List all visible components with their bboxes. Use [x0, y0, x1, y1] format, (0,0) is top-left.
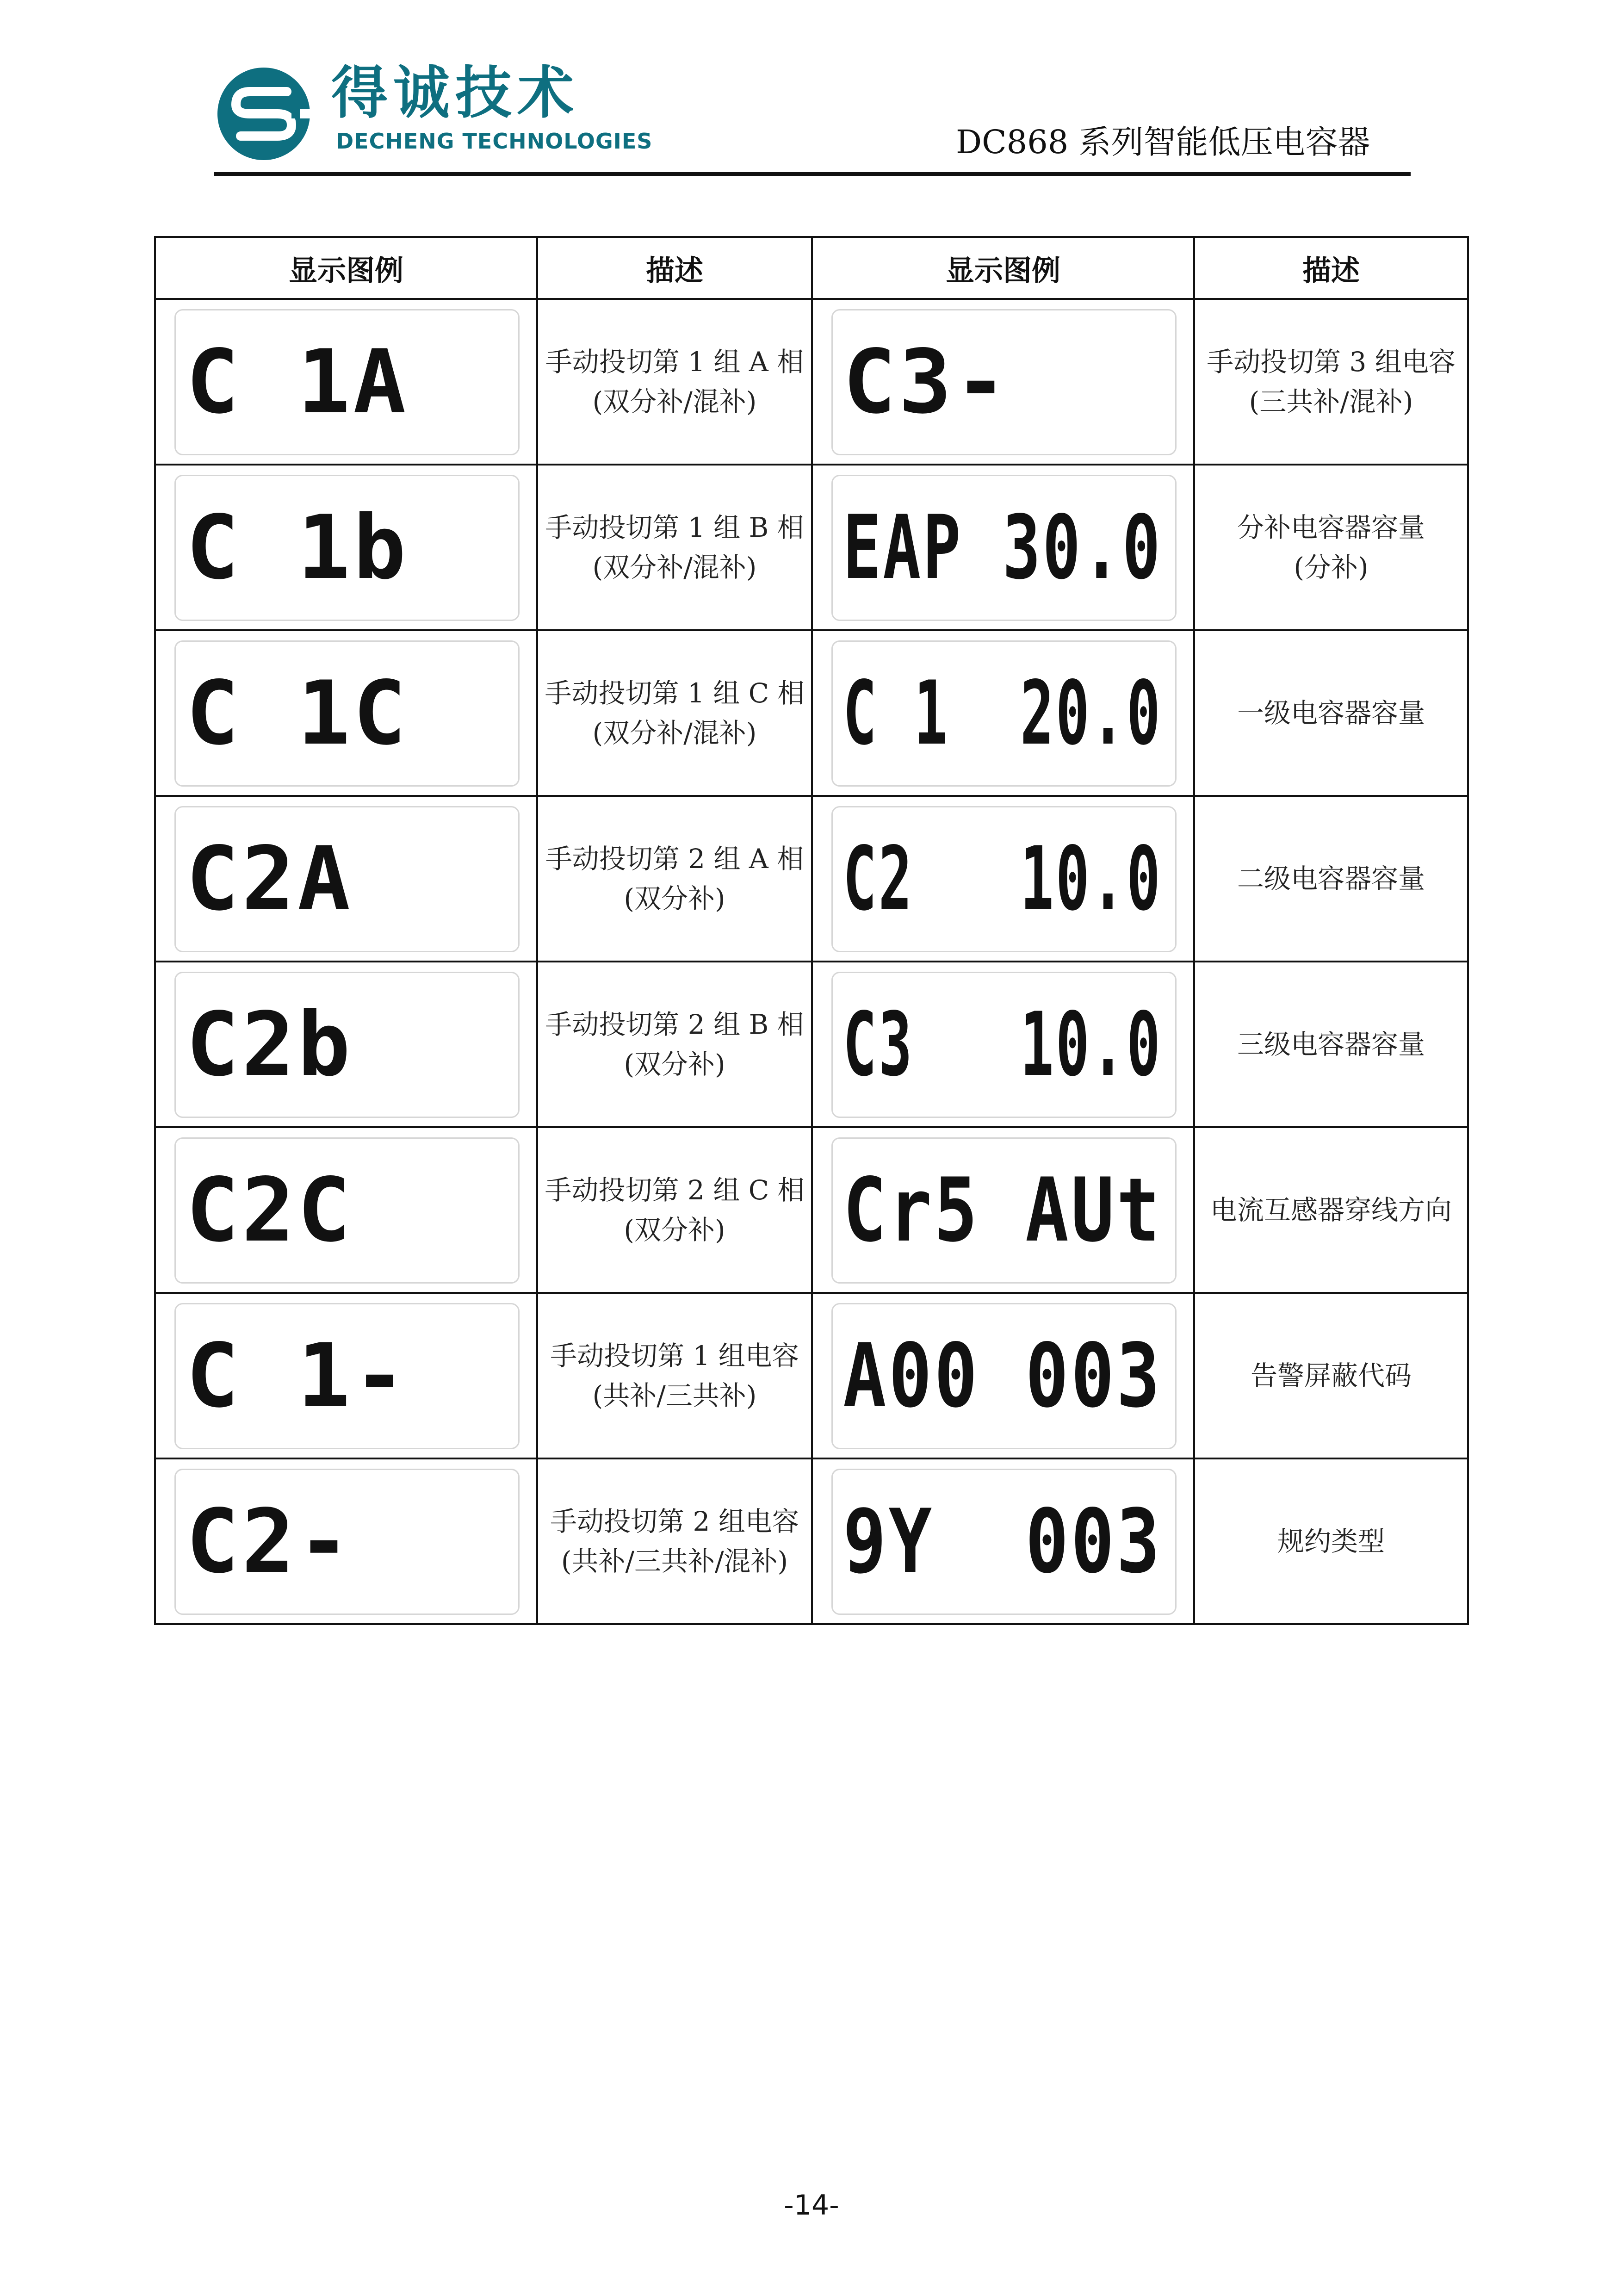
- right-description: [1194, 796, 1468, 962]
- right-display-cell: [812, 1127, 1194, 1293]
- lcd-display: [174, 640, 520, 787]
- lcd-readout: C2 10.0: [843, 828, 1162, 930]
- lcd-readout: C3-: [843, 331, 1010, 433]
- header-desc-right: 描述: [1194, 237, 1468, 299]
- description-line: (双分补): [624, 883, 725, 914]
- right-description: [1194, 1458, 1468, 1624]
- lcd-display: [174, 309, 520, 455]
- right-description: [1194, 630, 1468, 796]
- lcd-readout: C3 10.0: [843, 993, 1162, 1096]
- left-description: [537, 465, 812, 630]
- left-display-cell: [155, 796, 537, 962]
- header-display-left: 显示图例: [155, 237, 537, 299]
- lcd-display: [831, 475, 1177, 621]
- table-row: [155, 299, 1468, 465]
- lcd-readout: A00 003: [843, 1325, 1162, 1427]
- lcd-display: [831, 1469, 1177, 1615]
- table-row: [155, 1293, 1468, 1458]
- description-line: (双分补/混补): [592, 552, 757, 583]
- right-display-cell: [812, 962, 1194, 1127]
- page-number: -14-: [784, 2189, 839, 2222]
- header-desc-left: 描述: [537, 237, 812, 299]
- lcd-readout: C 1-: [186, 1325, 409, 1427]
- table-row: [155, 1127, 1468, 1293]
- left-description: [537, 630, 812, 796]
- lcd-readout: C 1b: [186, 496, 409, 599]
- left-display-cell: [155, 465, 537, 630]
- left-display-cell: [155, 1458, 537, 1624]
- table-row: [155, 1458, 1468, 1624]
- description-line: (共补/三共补/混补): [561, 1545, 788, 1577]
- lcd-display: [831, 806, 1177, 952]
- description-line: (分补): [1294, 552, 1369, 583]
- table-header-row: [155, 237, 1468, 299]
- right-display-cell: [812, 299, 1194, 465]
- description-line: 手动投切第 2 组 B 相: [545, 1009, 804, 1040]
- description-line: 分补电容器容量: [1237, 512, 1425, 543]
- description-line: (共补/三共补): [592, 1380, 757, 1411]
- lcd-readout: C2A: [186, 828, 353, 930]
- lcd-display: [831, 972, 1177, 1118]
- left-description: [537, 299, 812, 465]
- description-line: 二级电容器容量: [1237, 863, 1425, 894]
- description-line: 手动投切第 1 组 C 相: [545, 677, 805, 709]
- left-display-cell: [155, 1127, 537, 1293]
- lcd-display: [174, 1469, 520, 1615]
- right-description: [1194, 465, 1468, 630]
- description-line: (双分补/混补): [592, 717, 757, 749]
- lcd-readout: C 1C: [186, 662, 409, 764]
- description-line: 手动投切第 2 组 C 相: [545, 1174, 805, 1206]
- left-description: [537, 796, 812, 962]
- description-line: 电流互感器穿线方向: [1210, 1194, 1452, 1226]
- lcd-display: [831, 640, 1177, 787]
- lcd-readout: C 1A: [186, 331, 409, 433]
- lcd-readout: Cr5 AUt: [843, 1159, 1162, 1261]
- description-line: 手动投切第 1 组 A 相: [545, 346, 804, 378]
- right-display-cell: [812, 465, 1194, 630]
- right-display-cell: [812, 630, 1194, 796]
- left-display-cell: [155, 299, 537, 465]
- description-line: 手动投切第 1 组 B 相: [545, 512, 804, 543]
- right-description: [1194, 1127, 1468, 1293]
- left-description: [537, 962, 812, 1127]
- left-display-cell: [155, 630, 537, 796]
- right-description: [1194, 962, 1468, 1127]
- document-title: DC868 系列智能低压电容器: [956, 123, 1370, 161]
- right-description: [1194, 1293, 1468, 1458]
- display-legend-table: [154, 236, 1469, 1625]
- lcd-display: [831, 1137, 1177, 1284]
- lcd-display: [174, 806, 520, 952]
- description-line: 手动投切第 2 组电容: [550, 1506, 799, 1537]
- description-line: 一级电容器容量: [1237, 697, 1425, 729]
- lcd-display: [174, 1303, 520, 1449]
- description-line: 三级电容器容量: [1237, 1029, 1425, 1060]
- right-description: [1194, 299, 1468, 465]
- table-row: [155, 630, 1468, 796]
- right-display-cell: [812, 1293, 1194, 1458]
- lcd-readout: 9Y 003: [843, 1490, 1162, 1593]
- description-line: (双分补): [624, 1214, 725, 1246]
- table-row: [155, 465, 1468, 630]
- description-line: (双分补): [624, 1049, 725, 1080]
- lcd-display: [174, 475, 520, 621]
- lcd-display: [831, 1303, 1177, 1449]
- description-line: 手动投切第 1 组电容: [550, 1340, 799, 1371]
- description-line: 手动投切第 3 组电容: [1207, 346, 1456, 378]
- lcd-readout: EAP 30.0: [843, 496, 1163, 599]
- left-display-cell: [155, 962, 537, 1127]
- left-display-cell: [155, 1293, 537, 1458]
- lcd-display: [174, 972, 520, 1118]
- header-divider: [214, 172, 1411, 176]
- brand-name-cn: 得诚技术: [331, 60, 579, 126]
- left-description: [537, 1127, 812, 1293]
- lcd-display: [831, 309, 1177, 455]
- decheng-logo-icon: [217, 63, 319, 165]
- left-description: [537, 1293, 812, 1458]
- lcd-readout: C2b: [186, 993, 353, 1096]
- description-line: 告警屏蔽代码: [1250, 1360, 1412, 1391]
- right-display-cell: [812, 1458, 1194, 1624]
- lcd-readout: C 1 20.0: [843, 662, 1162, 764]
- header-display-right: 显示图例: [812, 237, 1194, 299]
- lcd-readout: C2C: [186, 1159, 353, 1261]
- description-line: 规约类型: [1277, 1526, 1385, 1557]
- description-line: (三共补/混补): [1249, 386, 1413, 417]
- brand-name-en: DECHENG TECHNOLOGIES: [336, 129, 653, 154]
- left-description: [537, 1458, 812, 1624]
- table-row: [155, 962, 1468, 1127]
- table-row: [155, 796, 1468, 962]
- page-header: [0, 0, 1623, 185]
- lcd-display: [174, 1137, 520, 1284]
- lcd-readout: C2-: [186, 1490, 353, 1593]
- description-line: (双分补/混补): [592, 386, 757, 417]
- description-line: 手动投切第 2 组 A 相: [545, 843, 804, 875]
- right-display-cell: [812, 796, 1194, 962]
